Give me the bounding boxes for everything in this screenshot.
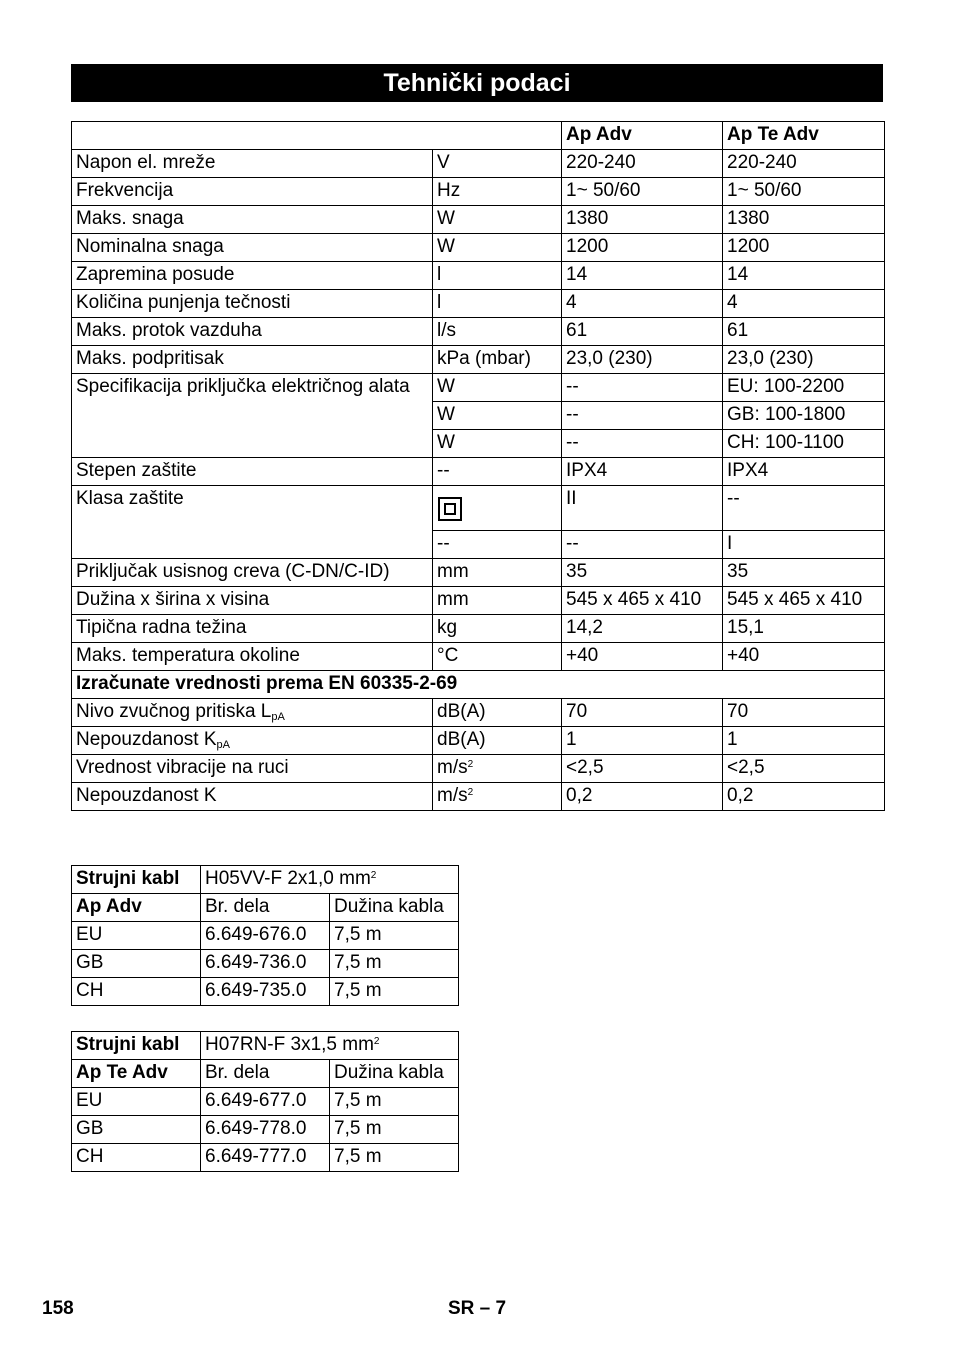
value-ap-adv: 220-240	[562, 150, 723, 178]
table-row	[72, 950, 459, 978]
param-label: Klasa zaštite	[72, 486, 433, 559]
value-ap-adv: 1~ 50/60	[562, 178, 723, 206]
cable-length: 7,5 m	[330, 978, 459, 1006]
cell-text: dB(A)	[437, 729, 486, 750]
cable-region: EU	[72, 1088, 201, 1116]
param-unit	[433, 755, 562, 783]
cable-columns-row	[72, 894, 459, 922]
cable-part-number: 6.649-777.0	[201, 1144, 330, 1172]
param-label: Maks. protok vazduha	[72, 318, 433, 346]
calc-section-header: Izračunate vrednosti prema EN 60335-2-69	[72, 671, 885, 699]
param-label	[72, 699, 433, 727]
subscript: pA	[271, 711, 285, 723]
value-ap-te-adv: 35	[723, 559, 885, 587]
value-ap-te-adv: 0,2	[723, 783, 885, 811]
param-label: Priključak usisnog creva (C-DN/C-ID)	[72, 559, 433, 587]
header-row	[72, 122, 885, 150]
table-row	[72, 150, 885, 178]
value-ap-adv: IPX4	[562, 458, 723, 486]
value-ap-te-adv: 545 x 465 x 410	[723, 587, 885, 615]
value-ap-te-adv: 23,0 (230)	[723, 346, 885, 374]
value-ap-adv: --	[562, 402, 723, 430]
table-row	[72, 1144, 459, 1172]
page-number: 158	[42, 1298, 74, 1319]
col-cable-length: Dužina kabla	[330, 894, 459, 922]
param-label: Tipična radna težina	[72, 615, 433, 643]
cable-region: EU	[72, 922, 201, 950]
table-row	[72, 374, 885, 402]
value-ap-te-adv: 1	[723, 727, 885, 755]
param-unit: W	[433, 430, 562, 458]
param-label: Maks. temperatura okoline	[72, 643, 433, 671]
param-unit	[433, 783, 562, 811]
table-row	[72, 643, 885, 671]
cell-text: dB(A)	[437, 701, 486, 722]
param-label	[72, 783, 433, 811]
table-row	[72, 922, 459, 950]
param-unit: --	[433, 458, 562, 486]
value-ap-te-adv: 1~ 50/60	[723, 178, 885, 206]
table-row	[72, 290, 885, 318]
value-ap-adv: II	[562, 486, 723, 531]
value-ap-te-adv: EU: 100-2200	[723, 374, 885, 402]
value-ap-adv: 4	[562, 290, 723, 318]
header-blank	[72, 122, 562, 150]
table-row	[72, 262, 885, 290]
param-unit: l	[433, 290, 562, 318]
table-row	[72, 346, 885, 374]
value-ap-te-adv: 1380	[723, 206, 885, 234]
param-unit: --	[433, 531, 562, 559]
col-part-number: Br. dela	[201, 894, 330, 922]
protection-class-icon-cell	[433, 486, 562, 531]
param-label: Maks. podpritisak	[72, 346, 433, 374]
cell-text: m/s	[437, 785, 468, 806]
cable-header-row	[72, 866, 459, 894]
value-ap-te-adv: +40	[723, 643, 885, 671]
param-unit: W	[433, 206, 562, 234]
param-unit: W	[433, 374, 562, 402]
cable-label: Strujni kabl	[72, 1032, 201, 1060]
page-title: Tehnički podaci	[71, 64, 883, 102]
table-row	[72, 1088, 459, 1116]
param-label: Frekvencija	[72, 178, 433, 206]
value-ap-adv: --	[562, 374, 723, 402]
param-label: Specifikacija priključka električnog alata	[72, 374, 433, 458]
table-row	[72, 587, 885, 615]
value-ap-te-adv: 1200	[723, 234, 885, 262]
param-unit: mm	[433, 559, 562, 587]
header-ap-adv: Ap Adv	[562, 122, 723, 150]
param-label	[72, 727, 433, 755]
cable-part-number: 6.649-676.0	[201, 922, 330, 950]
cable-region: GB	[72, 950, 201, 978]
table-row	[72, 699, 885, 727]
col-part-number: Br. dela	[201, 1060, 330, 1088]
technical-data-table	[71, 121, 885, 811]
table-row	[72, 783, 885, 811]
param-label: Maks. snaga	[72, 206, 433, 234]
cable-part-number: 6.649-778.0	[201, 1116, 330, 1144]
cell-text: H07RN-F 3x1,5 mm	[205, 1034, 374, 1055]
table-row	[72, 978, 459, 1006]
param-unit: Hz	[433, 178, 562, 206]
value-ap-adv: 0,2	[562, 783, 723, 811]
cable-part-number: 6.649-677.0	[201, 1088, 330, 1116]
table-row	[72, 1116, 459, 1144]
param-label: Količina punjenja tečnosti	[72, 290, 433, 318]
cell-text: m/s	[437, 757, 468, 778]
table-row	[72, 755, 885, 783]
value-ap-adv: <2,5	[562, 755, 723, 783]
value-ap-adv: 23,0 (230)	[562, 346, 723, 374]
value-ap-te-adv: GB: 100-1800	[723, 402, 885, 430]
cable-model: Ap Te Adv	[72, 1060, 201, 1088]
value-ap-te-adv: 61	[723, 318, 885, 346]
param-unit	[433, 727, 562, 755]
cable-region: GB	[72, 1116, 201, 1144]
param-unit: V	[433, 150, 562, 178]
table-row	[72, 615, 885, 643]
cell-text: Vrednost vibracije na ruci	[76, 757, 289, 778]
cell-text: Nepouzdanost K	[76, 729, 217, 750]
table-row	[72, 559, 885, 587]
value-ap-adv: 14	[562, 262, 723, 290]
param-label: Stepen zaštite	[72, 458, 433, 486]
param-unit: l	[433, 262, 562, 290]
value-ap-te-adv: CH: 100-1100	[723, 430, 885, 458]
value-ap-te-adv: 14	[723, 262, 885, 290]
param-unit	[433, 699, 562, 727]
power-cable-table-ap-adv	[71, 865, 459, 1006]
value-ap-te-adv: 220-240	[723, 150, 885, 178]
cable-region: CH	[72, 978, 201, 1006]
param-unit: l/s	[433, 318, 562, 346]
value-ap-te-adv: I	[723, 531, 885, 559]
value-ap-adv: 1	[562, 727, 723, 755]
cell-text: H05VV-F 2x1,0 mm	[205, 868, 371, 889]
value-ap-adv: --	[562, 531, 723, 559]
table-row	[72, 458, 885, 486]
value-ap-te-adv: 4	[723, 290, 885, 318]
table-row	[72, 318, 885, 346]
table-row	[72, 727, 885, 755]
cell-text: Nivo zvučnog pritiska L	[76, 701, 272, 722]
superscript: 2	[467, 759, 474, 770]
table-row	[72, 486, 885, 531]
value-ap-adv: 545 x 465 x 410	[562, 587, 723, 615]
param-label: Napon el. mreže	[72, 150, 433, 178]
cable-length: 7,5 m	[330, 950, 459, 978]
cable-model: Ap Adv	[72, 894, 201, 922]
param-label: Zapremina posude	[72, 262, 433, 290]
section-label: SR – 7	[448, 1298, 507, 1319]
cable-length: 7,5 m	[330, 1144, 459, 1172]
value-ap-adv: 70	[562, 699, 723, 727]
superscript: 2	[467, 787, 474, 798]
param-label: Dužina x širina x visina	[72, 587, 433, 615]
cable-part-number: 6.649-735.0	[201, 978, 330, 1006]
value-ap-adv: 61	[562, 318, 723, 346]
section-header-row	[72, 671, 885, 699]
param-unit: mm	[433, 587, 562, 615]
param-unit: W	[433, 234, 562, 262]
param-unit: kPa (mbar)	[433, 346, 562, 374]
cable-columns-row	[72, 1060, 459, 1088]
value-ap-te-adv: 15,1	[723, 615, 885, 643]
superscript: 2	[373, 1036, 380, 1047]
param-label: Nominalna snaga	[72, 234, 433, 262]
col-cable-length: Dužina kabla	[330, 1060, 459, 1088]
table-row	[72, 206, 885, 234]
power-cable-table-ap-te-adv	[71, 1031, 459, 1172]
value-ap-adv: +40	[562, 643, 723, 671]
value-ap-te-adv: --	[723, 486, 885, 531]
table-row	[72, 234, 885, 262]
value-ap-adv: 1200	[562, 234, 723, 262]
cell-text: Nepouzdanost K	[76, 785, 217, 806]
cable-part-number: 6.649-736.0	[201, 950, 330, 978]
cable-region: CH	[72, 1144, 201, 1172]
cable-length: 7,5 m	[330, 922, 459, 950]
header-ap-te-adv: Ap Te Adv	[723, 122, 885, 150]
cable-type	[201, 1032, 459, 1060]
table-row	[72, 178, 885, 206]
param-unit: kg	[433, 615, 562, 643]
value-ap-te-adv: 70	[723, 699, 885, 727]
value-ap-te-adv: <2,5	[723, 755, 885, 783]
param-unit: °C	[433, 643, 562, 671]
value-ap-te-adv: IPX4	[723, 458, 885, 486]
value-ap-adv: --	[562, 430, 723, 458]
cable-length: 7,5 m	[330, 1116, 459, 1144]
value-ap-adv: 35	[562, 559, 723, 587]
superscript: 2	[370, 870, 377, 881]
protection-class-ii-icon	[438, 497, 462, 521]
value-ap-adv: 1380	[562, 206, 723, 234]
value-ap-adv: 14,2	[562, 615, 723, 643]
subscript: pA	[216, 739, 230, 751]
cable-length: 7,5 m	[330, 1088, 459, 1116]
cable-label: Strujni kabl	[72, 866, 201, 894]
cable-type	[201, 866, 459, 894]
cable-header-row	[72, 1032, 459, 1060]
param-label	[72, 755, 433, 783]
param-unit: W	[433, 402, 562, 430]
